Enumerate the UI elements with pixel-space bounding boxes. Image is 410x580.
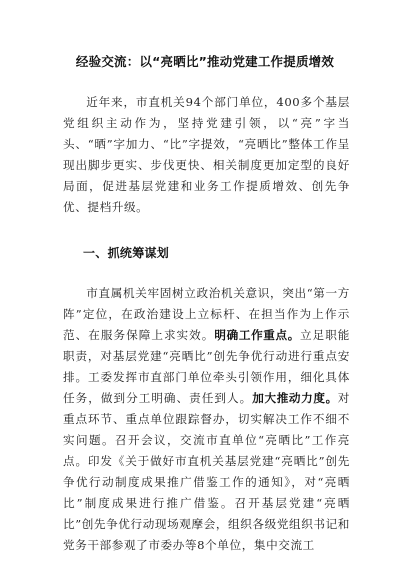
- section-text-part3: 对重点环节、重点单位跟踪督办，切实解决工作不细不实问题。召开会议，交流市直单位“亮晒比”工作亮点。印发《关于做好市直机关基层党建“亮晒比”创先争优行动制度成果推广借鉴工作的通知》，对“亮晒比”制度成果进行推广借鉴。召开基层党建“亮晒比”创先争优行动现场观摩会，组织各级党组织书记和党务干部参观了市委办等8个单位，集中交流工: [63, 391, 350, 552]
- intro-paragraph: 近年来，市直机关94个部门单位，400多个基层党组织主动作为，坚持党建引领，以“亮”字当头、“晒”字加力、“比”字提效，“亮晒比”整体工作呈现出脚步更实、步伐更快、相关制度更加定型的良好局面，促进基层党建和业务工作提质增效、创先争优、提档升级。: [63, 95, 350, 214]
- section-body: [63, 283, 350, 556]
- intro-section: [63, 92, 350, 218]
- bold-phrase-push: 加大推动力度。: [252, 391, 338, 405]
- section-text-part1: 市直属机关牢固树立政治机关意识，突出“第一方阵”定位，在政治建设上立标杆、在担当作为上作示范、在服务保障上求实效。: [63, 286, 350, 342]
- document-title: 经验交流：以“亮晒比”推动党建工作提质增效: [75, 54, 335, 69]
- bold-phrase-focus: 明确工作重点。: [214, 328, 300, 342]
- section-text-part2: 立足职能职责，对基层党建“亮晒比”创先争优行动进行重点安排。工委发挥市直部门单位牵头引领作用，细化具体任务，做到分工明确、责任到人。: [63, 328, 351, 405]
- section-paragraph: [63, 283, 350, 556]
- section-heading: 一、抓统筹谋划: [83, 246, 170, 260]
